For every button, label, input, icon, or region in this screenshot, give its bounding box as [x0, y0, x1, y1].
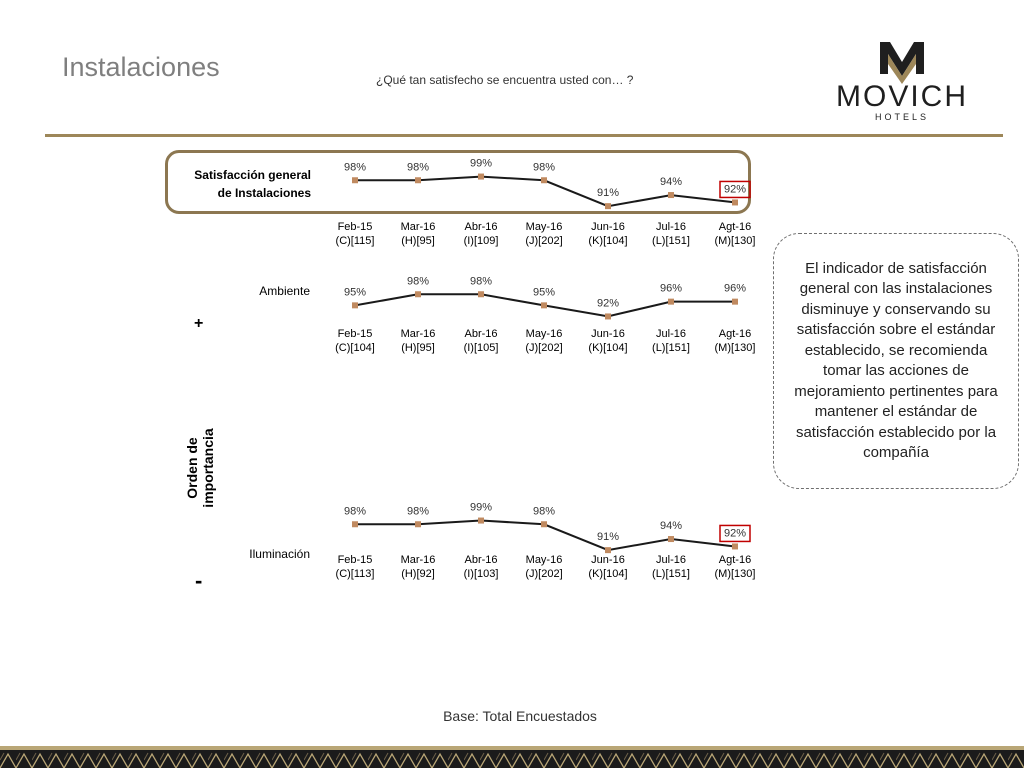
chart-1-x-base-3: (J)[202]	[525, 342, 563, 354]
chart-1-point-2	[478, 291, 484, 297]
chart-2-value-label-4: 91%	[596, 531, 620, 544]
logo-sub-text: HOTELS	[874, 112, 930, 122]
chart-2-point-0	[352, 521, 358, 527]
chart-0-point-3	[541, 177, 547, 183]
chart-2-value-label-3: 98%	[532, 505, 556, 518]
chart-0-point-2	[478, 174, 484, 180]
chart-0-x-label-0: Feb-15	[337, 221, 373, 233]
chart-2-point-3	[541, 521, 547, 527]
chart-0-value-label-5: 94%	[659, 176, 683, 189]
chart-0-value-label-2: 99%	[469, 157, 493, 170]
chart-2-value-label-5: 94%	[659, 520, 683, 533]
chart-1-x-label-6: Agt-16	[718, 328, 752, 340]
chart-1-x-base-0: (C)[104]	[335, 342, 375, 354]
chart-0-point-6	[732, 199, 738, 205]
chart-1-point-3	[541, 302, 547, 308]
chart-1-x-label-4: Jun-16	[591, 328, 625, 340]
chart-0-value-label-0: 98%	[343, 161, 367, 174]
chart-1-x-base-1: (H)[95]	[401, 342, 435, 354]
chart-0-x-base-5: (L)[151]	[652, 235, 690, 247]
chart-0-x-base-4: (K)[104]	[588, 235, 628, 247]
chart-1-point-6	[732, 299, 738, 305]
chart-2-value-label-1: 98%	[406, 505, 430, 518]
chart-1-x-base-5: (L)[151]	[652, 342, 690, 354]
chart-2-value-label-2: 99%	[469, 501, 493, 514]
chart-0-point-5	[668, 192, 674, 198]
row-label-iluminacion: Iluminación	[249, 547, 310, 561]
chart-1-x-base-6: (M)[130]	[714, 342, 756, 354]
chart-2-x-base-2: (I)[103]	[463, 568, 499, 580]
chart-2-x-base-1: (H)[92]	[401, 568, 435, 580]
chart-0-x-label-6: Agt-16	[718, 221, 752, 233]
chart-2-x-label-4: Jun-16	[591, 554, 625, 566]
chart-2-x-base-5: (L)[151]	[652, 568, 690, 580]
row-label-ambiente: Ambiente	[259, 284, 310, 298]
chart-1-value-label-2: 98%	[469, 275, 493, 288]
chart-1-x-label-2: Abr-16	[464, 328, 498, 340]
chart-2-point-6	[732, 543, 738, 549]
chart-2-point-5	[668, 536, 674, 542]
row-label-general-line1: Satisfacción general	[194, 168, 311, 182]
chart-0-x-base-2: (I)[109]	[463, 235, 499, 247]
chart-1-x-label-1: Mar-16	[400, 328, 436, 340]
chart-0-x-label-2: Abr-16	[464, 221, 498, 233]
chart-1-x-label-5: Jul-16	[656, 328, 686, 340]
question-subtitle: ¿Qué tan satisfecho se encuentra usted con… ?	[376, 73, 634, 87]
chart-0-point-0	[352, 177, 358, 183]
chart-0-value-label-4: 91%	[596, 187, 620, 200]
logo-brand-text: MOVICH	[836, 80, 968, 113]
recommendation-note-text: El indicador de satisfacción general con las instalaciones disminuye y conservando su satisfacción sobre el estándar establecido, se recomienda tomar las acciones de mejoramiento pertinentes para mantener el estándar de satisfacción establecido por la compañía	[794, 259, 998, 461]
chart-2-x-base-4: (K)[104]	[588, 568, 628, 580]
chart-0-x-base-3: (J)[202]	[525, 235, 563, 247]
chart-1-point-4	[605, 313, 611, 319]
page-title: Instalaciones	[62, 52, 220, 82]
importance-minus-sign: -	[195, 568, 203, 593]
row-label-general-line2: de Instalaciones	[217, 186, 311, 200]
chart-2-x-label-6: Agt-16	[718, 554, 752, 566]
chart-2-x-label-3: May-16	[525, 554, 563, 566]
chart-2-point-4	[605, 547, 611, 553]
chart-2-value-label-0: 98%	[343, 505, 367, 518]
chart-0-x-label-4: Jun-16	[591, 221, 625, 233]
chart-1-value-label-4: 92%	[596, 297, 620, 310]
chart-0-point-1	[415, 177, 421, 183]
chart-1-x-label-3: May-16	[525, 328, 563, 340]
chart-2-x-label-0: Feb-15	[337, 554, 373, 566]
base-note: Base: Total Encuestados	[443, 708, 597, 724]
chart-0-x-base-6: (M)[130]	[714, 235, 756, 247]
chart-1-value-label-0: 95%	[343, 286, 367, 299]
chart-2-point-2	[478, 518, 484, 524]
importance-axis-title: Orden de importancia	[184, 428, 216, 508]
chart-1-point-5	[668, 299, 674, 305]
chart-1-x-base-4: (K)[104]	[588, 342, 628, 354]
chart-1-point-1	[415, 291, 421, 297]
chart-1-value-label-5: 96%	[659, 282, 683, 295]
chart-1-x-base-2: (I)[105]	[463, 342, 499, 354]
footer-pattern	[0, 750, 1024, 768]
chart-1-value-label-6: 96%	[723, 282, 747, 295]
chart-0-value-label-1: 98%	[406, 161, 430, 174]
chart-2-x-label-2: Abr-16	[464, 554, 498, 566]
chart-1-x-label-0: Feb-15	[337, 328, 373, 340]
chart-1-value-label-1: 98%	[406, 275, 430, 288]
chart-1-value-label-3: 95%	[532, 286, 556, 299]
chart-2-x-base-3: (J)[202]	[525, 568, 563, 580]
chart-2-x-label-5: Jul-16	[656, 554, 686, 566]
chart-2-value-label-6: 92%	[723, 527, 747, 540]
recommendation-note	[773, 233, 1019, 489]
chart-0-x-label-3: May-16	[525, 221, 563, 233]
chart-0-x-label-1: Mar-16	[400, 221, 436, 233]
chart-0-value-label-6: 92%	[723, 183, 747, 196]
chart-0-x-label-5: Jul-16	[656, 221, 686, 233]
chart-0-value-label-3: 98%	[532, 161, 556, 174]
chart-0-x-base-1: (H)[95]	[401, 235, 435, 247]
chart-2-x-base-6: (M)[130]	[714, 568, 756, 580]
chart-0-x-base-0: (C)[115]	[335, 235, 375, 247]
importance-plus-sign: +	[194, 315, 204, 332]
chart-0-point-4	[605, 203, 611, 209]
chart-2-x-base-0: (C)[113]	[335, 568, 375, 580]
chart-2-x-label-1: Mar-16	[400, 554, 436, 566]
chart-1-point-0	[352, 302, 358, 308]
chart-2-point-1	[415, 521, 421, 527]
